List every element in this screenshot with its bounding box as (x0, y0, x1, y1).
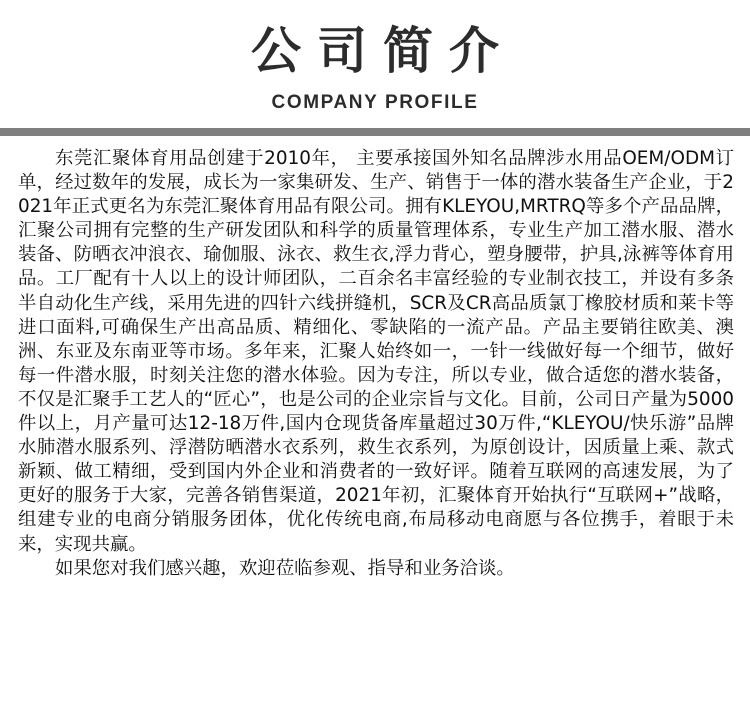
closing-paragraph: 如果您对我们感兴趣，欢迎莅临参观、指导和业务洽谈。 (55, 557, 515, 579)
company-description (18, 147, 734, 581)
divider (0, 128, 750, 136)
page-title: 公司简介 (251, 22, 515, 80)
header (0, 0, 750, 128)
page-subtitle: COMPANY PROFILE (271, 92, 479, 113)
description-paragraph: 东莞汇聚体育用品创建于2010年， 主要承接国外知名品牌涉水用品OEM/ODM订单，经过数年的发展，成长为一家集研发、生产、销售于一体的潜水装备生产企业，于2021年正式更名为东莞汇聚体育用品有限公司。拥有KLEYOU,MRTRQ等多个产品品牌，汇聚公司拥有完整的生产研发团队和科学的质量管理体系，专业生产加工潜水服、潜水装备、防晒衣冲浪衣、瑜伽服、泳衣、救生衣,浮力背心，塑身腰带，护具,泳裤等体育用品。工厂配有十人以上的设计师团队，二百余名丰富经验的专业制衣技工，并设有多条半自动化生产线，采用先进的四针六线拼缝机，SCR及CR高品质氯丁橡胶材质和莱卡等进口面料,可确保生产出高品质、精细化、零缺陷的一流产品。产品主要销往欧美、澳洲、东亚及东南亚等市场。多年来，汇聚人始终如一，一针一线做好每一个细节，做好每一件潜水服，时刻关注您的潜水体验。因为专注，所以专业，做合适您的潜水装备，不仅是汇聚手工艺人的“匠心”，也是公司的企业宗旨与文化。目前，公司日产量为5000件以上，月产量可达12-18万件,国内仓现货备库量超过30万件,“KLEYOU/快乐游”品牌水肺潜水服系列、浮潜防晒潜水衣系列，救生衣系列，为原创设计，因质量上乘、款式新颖、做工精细，受到国内外企业和消费者的一致好评。随着互联网的高速发展，为了更好的服务于大家，完善各销售渠道，2021年初，汇聚体育开始执行“互联网+”战略，组建专业的电商分销服务团体，优化传统电商,布局移动电商愿与各位携手，着眼于未来，实现共赢。 (18, 148, 734, 555)
